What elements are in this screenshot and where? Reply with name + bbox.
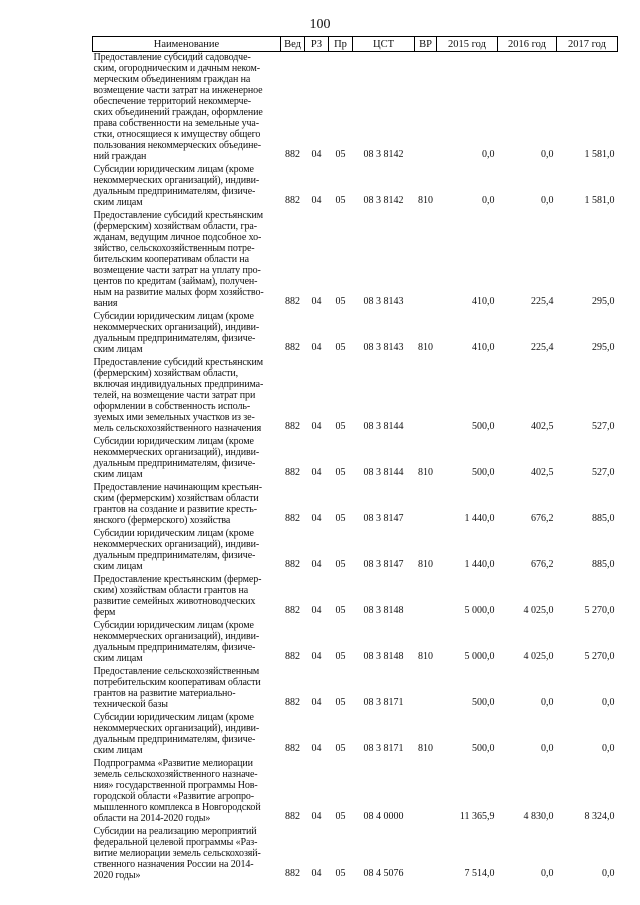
table-row (93, 482, 618, 528)
row-ved: 882 (285, 296, 300, 307)
row-pr: 05 (335, 467, 346, 478)
row-value-2016: 225,4 (531, 342, 554, 353)
header-cst: ЦСТ (353, 37, 415, 52)
table-row (93, 666, 618, 712)
row-value-2017: 885,0 (592, 513, 615, 524)
row-ved: 882 (285, 651, 300, 662)
header-ved: Вед (281, 37, 305, 52)
row-vr (415, 357, 437, 436)
row-value-2015: 500,0 (472, 697, 495, 708)
row-value-2017: 527,0 (592, 467, 615, 478)
row-pr: 05 (335, 811, 346, 822)
row-value-2016: 402,5 (531, 467, 554, 478)
row-value-2016: 0,0 (541, 149, 554, 160)
row-cst: 08 4 5076 (363, 868, 404, 879)
row-ved: 882 (285, 195, 300, 206)
row-name: Предоставление крестьянским (фермер- ским) хозяйствам области грантов на развитие семейных животноводческих ферм (93, 574, 262, 618)
row-ved: 882 (285, 605, 300, 616)
row-ved: 882 (285, 743, 300, 754)
row-cst: 08 3 8142 (363, 149, 404, 160)
row-name: Предоставление начинающим крестьян- ским (фермерским) хозяйствам области грантов на создание и развитие кресть- янского (фермерского) хозяйства (93, 482, 263, 526)
row-pr: 05 (335, 195, 346, 206)
row-value-2017: 5 270,0 (584, 605, 615, 616)
table-row (93, 620, 618, 666)
row-pr: 05 (335, 743, 346, 754)
row-value-2017: 0,0 (602, 868, 615, 879)
row-name: Предоставление субсидий крестьянским (фермерским) хозяйствам области, включая индивидуальных предпринима- телей, на возмещение части затрат при оформлении в собственность исполь- зуемых ими земельных участков из зе- мель сельскохозяйственного назначения (93, 357, 264, 434)
row-value-2016: 4 830,0 (523, 811, 554, 822)
row-value-2016: 225,4 (531, 296, 554, 307)
row-rz: 04 (311, 651, 322, 662)
table-row (93, 712, 618, 758)
row-value-2015: 1 440,0 (464, 513, 495, 524)
table-row (93, 574, 618, 620)
row-ved: 882 (285, 868, 300, 879)
header-2017: 2017 год (557, 37, 618, 52)
row-value-2015: 1 440,0 (464, 559, 495, 570)
row-pr: 05 (335, 697, 346, 708)
row-value-2015: 500,0 (472, 421, 495, 432)
row-value-2015: 500,0 (472, 467, 495, 478)
row-value-2015: 500,0 (472, 743, 495, 754)
row-cst: 08 3 8171 (363, 743, 404, 754)
row-vr (415, 666, 437, 712)
row-name: Субсидии юридическим лицам (кроме некоммерческих организаций), индиви- дуальным предпринимателям, физиче- ским лицам (93, 620, 260, 664)
row-value-2017: 1 581,0 (584, 149, 615, 160)
row-cst: 08 3 8147 (363, 559, 404, 570)
row-rz: 04 (311, 513, 322, 524)
header-vr: ВР (415, 37, 437, 52)
row-vr (415, 826, 437, 883)
row-value-2015: 410,0 (472, 296, 495, 307)
row-value-2015: 11 365,9 (459, 811, 495, 822)
row-rz: 04 (311, 697, 322, 708)
row-rz: 04 (311, 149, 322, 160)
row-vr (415, 52, 437, 165)
row-vr: 810 (418, 342, 433, 353)
row-ved: 882 (285, 513, 300, 524)
row-rz: 04 (311, 811, 322, 822)
row-name: Предоставление субсидий крестьянским (фермерским) хозяйствам области, гра- жданам, ведущим личное подсобное хо- зяйство, сельскохозяйственным потре- бительским кооперативам области на возмещение части затрат на уплату про- центов по кредитам (займам), получен- ным на развитие малых форм хозяйство- вания (93, 210, 264, 309)
row-vr (415, 758, 437, 826)
row-ved: 882 (285, 421, 300, 432)
row-rz: 04 (311, 743, 322, 754)
table-row (93, 528, 618, 574)
row-pr: 05 (335, 559, 346, 570)
row-value-2017: 5 270,0 (584, 651, 615, 662)
row-rz: 04 (311, 421, 322, 432)
row-pr: 05 (335, 868, 346, 879)
row-value-2015: 7 514,0 (464, 868, 495, 879)
row-value-2017: 885,0 (592, 559, 615, 570)
row-value-2015: 5 000,0 (464, 651, 495, 662)
row-cst: 08 3 8144 (363, 467, 404, 478)
row-pr: 05 (335, 605, 346, 616)
table-row (93, 826, 618, 883)
row-value-2015: 410,0 (472, 342, 495, 353)
row-name: Субсидии юридическим лицам (кроме некоммерческих организаций), индиви- дуальным предпринимателям, физиче- ским лицам (93, 164, 260, 208)
header-pr: Пр (329, 37, 353, 52)
table-header-row (93, 37, 618, 52)
row-ved: 882 (285, 467, 300, 478)
row-name: Предоставление субсидий садоводче- ским, огородническим и дачным неком- мерческим объединениям граждан на возмещение части затрат на инженерное обеспечение территорий некоммерче- ских объединений граждан, оформление права собственности на земельные уча- стки, относящиеся к имуществу общего пользования некоммерческих объедине- ний граждан (93, 52, 263, 162)
row-rz: 04 (311, 467, 322, 478)
row-pr: 05 (335, 651, 346, 662)
row-ved: 882 (285, 342, 300, 353)
header-2015: 2015 год (437, 37, 498, 52)
row-ved: 882 (285, 559, 300, 570)
row-value-2015: 0,0 (482, 149, 495, 160)
row-value-2017: 8 324,0 (584, 811, 615, 822)
row-value-2016: 0,0 (541, 195, 554, 206)
row-cst: 08 3 8143 (363, 296, 404, 307)
row-value-2017: 0,0 (602, 743, 615, 754)
table-row (93, 210, 618, 311)
row-cst: 08 4 0000 (363, 811, 404, 822)
row-name: Предоставление сельскохозяйственным потребительским кооперативам области грантов на развитие материально- технической базы (93, 666, 261, 710)
row-rz: 04 (311, 605, 322, 616)
table-row (93, 357, 618, 436)
row-rz: 04 (311, 296, 322, 307)
row-cst: 08 3 8171 (363, 697, 404, 708)
row-value-2016: 676,2 (531, 513, 554, 524)
row-pr: 05 (335, 149, 346, 160)
row-rz: 04 (311, 342, 322, 353)
row-cst: 08 3 8142 (363, 195, 404, 206)
row-value-2016: 0,0 (541, 697, 554, 708)
row-name: Субсидии на реализацию мероприятий федеральной целевой программы «Раз- витие мелиорации земель сельскохозяй- ственного назначения России на 2014- 2020 годы» (93, 826, 261, 881)
table-body (93, 52, 618, 884)
row-value-2017: 295,0 (592, 296, 615, 307)
row-rz: 04 (311, 195, 322, 206)
row-value-2016: 0,0 (541, 868, 554, 879)
row-value-2017: 1 581,0 (584, 195, 615, 206)
row-rz: 04 (311, 868, 322, 879)
row-value-2016: 4 025,0 (523, 605, 554, 616)
row-value-2017: 295,0 (592, 342, 615, 353)
row-name: Субсидии юридическим лицам (кроме некоммерческих организаций), индиви- дуальным предпринимателям, физиче- ским лицам (93, 528, 260, 572)
table-row (93, 52, 618, 165)
table-row (93, 436, 618, 482)
row-cst: 08 3 8143 (363, 342, 404, 353)
row-rz: 04 (311, 559, 322, 570)
row-vr: 810 (418, 651, 433, 662)
row-name: Подпрограмма «Развитие мелиорации земель сельскохозяйственного назначе- ния» государственной программы Нов- городской области «Развитие агропро- мышленного комплекса в Новгородской области на 2014-2020 годы» (93, 758, 261, 824)
row-ved: 882 (285, 697, 300, 708)
row-ved: 882 (285, 811, 300, 822)
row-value-2015: 5 000,0 (464, 605, 495, 616)
row-vr: 810 (418, 559, 433, 570)
row-value-2016: 402,5 (531, 421, 554, 432)
row-value-2016: 676,2 (531, 559, 554, 570)
row-value-2017: 0,0 (602, 697, 615, 708)
row-cst: 08 3 8147 (363, 513, 404, 524)
row-name: Субсидии юридическим лицам (кроме некоммерческих организаций), индиви- дуальным предпринимателям, физиче- ским лицам (93, 311, 260, 355)
row-pr: 05 (335, 513, 346, 524)
table-row (93, 164, 618, 210)
row-value-2016: 4 025,0 (523, 651, 554, 662)
row-cst: 08 3 8144 (363, 421, 404, 432)
row-vr: 810 (418, 467, 433, 478)
row-vr: 810 (418, 743, 433, 754)
row-vr (415, 482, 437, 528)
row-cst: 08 3 8148 (363, 605, 404, 616)
page-number: 100 (309, 17, 331, 32)
row-vr: 810 (418, 195, 433, 206)
table-row (93, 758, 618, 826)
row-name: Субсидии юридическим лицам (кроме некоммерческих организаций), индиви- дуальным предпринимателям, физиче- ским лицам (93, 436, 260, 480)
row-value-2017: 527,0 (592, 421, 615, 432)
row-vr (415, 210, 437, 311)
row-value-2016: 0,0 (541, 743, 554, 754)
row-ved: 882 (285, 149, 300, 160)
table-row (93, 311, 618, 357)
row-pr: 05 (335, 421, 346, 432)
budget-table (92, 36, 618, 883)
row-vr (415, 574, 437, 620)
row-cst: 08 3 8148 (363, 651, 404, 662)
row-value-2015: 0,0 (482, 195, 495, 206)
row-name: Субсидии юридическим лицам (кроме некоммерческих организаций), индиви- дуальным предпринимателям, физиче- ским лицам (93, 712, 260, 756)
header-rz: РЗ (305, 37, 329, 52)
row-pr: 05 (335, 296, 346, 307)
row-pr: 05 (335, 342, 346, 353)
header-name: Наименование (93, 37, 281, 52)
header-2016: 2016 год (498, 37, 557, 52)
